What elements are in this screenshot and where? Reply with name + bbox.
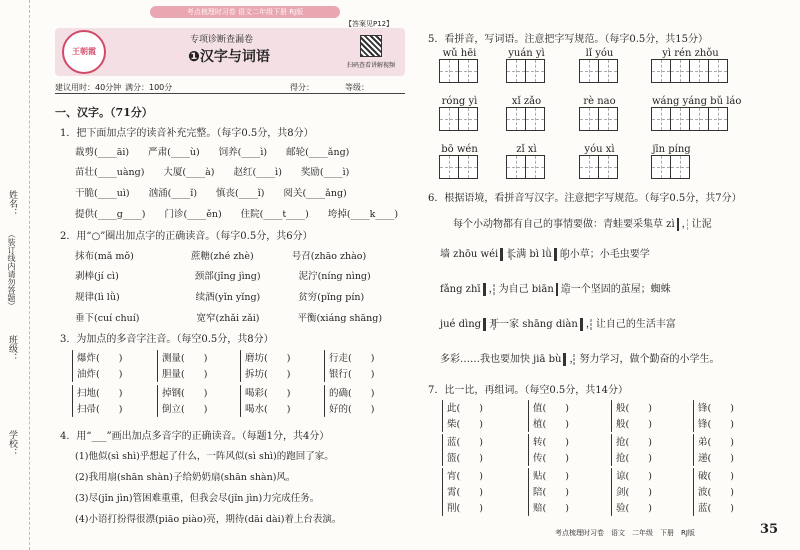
q1-row: 干脆(____uì) 汹涌(____ǐ) 慎丧(____ǐ) 阅关(____ǎng)	[75, 188, 347, 199]
answer-box[interactable]	[506, 155, 526, 179]
divider	[55, 93, 405, 94]
pinyin-label: bō wén	[441, 144, 478, 155]
q7-group-2: 值( ) 植( ) 转( ) 传( ) 贴( ) 陪( ) 赔( )	[533, 403, 569, 514]
pinyin-label: zǐ xì	[516, 144, 537, 155]
qr-caption: 扫码查看讲解视频	[347, 62, 396, 69]
pinyin-label: wǔ hēi	[442, 48, 477, 59]
name-label: 姓名：	[7, 190, 17, 217]
q7-group-4: 锋( ) 锋( ) 弟( ) 递( ) 破( ) 波( ) 蓝( )	[698, 403, 734, 514]
q2-row: 剥棒(jí cì) 颈部(jǐng jìng) 泥泞(níng nìng)	[75, 271, 371, 282]
time-label: 建议用时：40分钟	[55, 83, 122, 92]
q6-line3: fǎng zhī ，为自己 biān 造一个坚固的茧屋；蜘蛛	[440, 284, 671, 295]
pinyin-word-block	[580, 96, 619, 131]
answer-box[interactable]	[708, 107, 728, 131]
pinyin-label: xǐ zǎo	[511, 96, 542, 107]
q3-group-d: 行走( ) 银行( ) 的确( ) 好的( )	[329, 353, 375, 415]
q1-row: 提供(____g____) 门诊(____ěn) 住院(____t____) 垮掉(____k____)	[75, 209, 399, 220]
pinyin-word-block	[652, 48, 729, 83]
section1-title: 一、汉字。（71分）	[55, 106, 153, 119]
pinyin-label: yuán yì	[508, 48, 545, 59]
answer-box[interactable]	[670, 59, 690, 83]
answer-box[interactable]	[598, 155, 618, 179]
q4-title: 4．用“___”画出加点多音字的正确读音。（每题1分，共4分）	[60, 431, 330, 442]
answer-ref: 【答案见P12】	[345, 20, 394, 28]
score-label: 满分：100分	[125, 83, 173, 92]
grade-label: 等级：	[345, 83, 369, 92]
answer-box[interactable]	[439, 107, 459, 131]
q6-line2: 墙 zhōu wéi 长满 bì lǜ 的小草；小毛虫要学	[440, 249, 650, 260]
answer-box[interactable]	[506, 59, 526, 83]
q2-row: 规律(lì lǜ) 续酒(yǐn yǐng) 贫穷(pǐng pín)	[75, 292, 365, 303]
pinyin-word-block	[440, 144, 479, 179]
q6-line1: 每个小动物都有自己的事情要做：青蛙要采集草 zì ，让泥	[453, 219, 712, 230]
answer-box[interactable]	[598, 107, 618, 131]
my-score-label: 得分：	[290, 83, 314, 92]
pinyin-word-block	[507, 144, 546, 179]
answer-box[interactable]	[598, 59, 618, 83]
q4-row: (1)他似(sì shì)乎想起了什么，一阵风似(sì shì)的跑回了家。	[75, 451, 334, 462]
answer-box[interactable]	[689, 59, 709, 83]
answer-box[interactable]	[579, 107, 599, 131]
q6-line5: 多彩……我也要加快 jiā bù ，努力学习，做个勤奋的小学生。	[440, 354, 720, 365]
q2-row: 垂下(cuí chuí) 宽窄(zhǎi zǎi) 平衡(xiáng shāng)	[75, 313, 383, 324]
school-label: 学校：	[7, 430, 17, 457]
q3-title: 3．为加点的多音字注音。（每空0.5分，共8分）	[60, 334, 274, 345]
pinyin-word-block	[440, 96, 479, 131]
pinyin-label: yóu xì	[584, 144, 615, 155]
q3-group-a: 爆炸( ) 油炸( ) 扫地( ) 扫帚( )	[77, 353, 123, 415]
q1-title: 1．把下面加点字的读音补充完整。（每字0.5分，共8分）	[60, 128, 314, 139]
pinyin-label: róng yì	[441, 96, 478, 107]
answer-box[interactable]	[458, 107, 478, 131]
q4-row: (2)我用扇(shān shàn)子给奶奶扇(shān shàn)风。	[75, 472, 296, 483]
q5-title: 5．看拼音，写词语。注意把字写规范。（每字0.5分，共15分）	[428, 34, 708, 45]
q1-row: 苗壮(____uàng) 大厦(____à) 赵红(____ì) 奖励(____ì)	[75, 167, 350, 178]
q3-group-c: 磨坊( ) 拆坊( ) 喝彩( ) 喝水( )	[245, 353, 291, 415]
q7-title: 7．比一比，再组词。（每空0.5分，共14分）	[428, 385, 628, 396]
answer-box[interactable]	[670, 155, 690, 179]
q4-row: (3)尽(jǐn jìn)管困难重重，但我会尽(jǐn jìn)力完成任务。	[75, 493, 320, 504]
answer-box[interactable]	[458, 155, 478, 179]
answer-box[interactable]	[579, 59, 599, 83]
answer-box[interactable]	[670, 107, 690, 131]
q7-group-1: 此( ) 柴( ) 蓝( ) 篮( ) 宵( ) 霄( ) 削( )	[447, 403, 483, 514]
pinyin-label: jīn píng	[652, 144, 691, 155]
answer-box[interactable]	[689, 107, 709, 131]
answer-box[interactable]	[651, 107, 671, 131]
class-label: 班级：	[7, 335, 17, 362]
answer-box[interactable]	[579, 155, 599, 179]
q2-row: 抹布(mǎ mǒ) 蔗糖(zhé zhè) 号召(zhāo zhào)	[75, 251, 367, 262]
banner: 考点梳理时习卷 语文二年级下册 RJ版	[150, 6, 340, 18]
q7-group-3: 般( ) 般( ) 抢( ) 抢( ) 谅( ) 剑( ) 验( )	[616, 403, 652, 514]
answer-box[interactable]	[439, 155, 459, 179]
q1-row: 裁剪(____āi) 严肃(____ù) 饲养(____ì) 邮轮(____ǎng)	[75, 147, 350, 158]
q2-title: 2．用“○”圈出加点字的正确读音。（每字0.5分，共6分）	[60, 231, 313, 242]
page-number: 35	[760, 522, 779, 537]
answer-box[interactable]	[458, 59, 478, 83]
pinyin-word-block	[580, 48, 619, 83]
pinyin-label: rè nao	[583, 96, 616, 107]
pinyin-label: yì rén zhǒu	[662, 48, 719, 59]
pinyin-word-block	[580, 144, 619, 179]
pinyin-word-block	[652, 96, 742, 131]
answer-box[interactable]	[506, 107, 526, 131]
footer-text: 考点梳理时习卷 语文 二年级 下册 RJ版	[555, 529, 695, 537]
answer-box[interactable]	[708, 59, 728, 83]
q6-title: 6．根据语境，看拼音写汉字。注意把字写规范。（每字0.5分，共7分）	[428, 193, 742, 204]
binding-note: （装订线内请勿答题）	[7, 230, 16, 310]
brand-logo: 王朝霞	[62, 30, 106, 74]
pinyin-word-block	[507, 96, 546, 131]
binding-margin	[0, 0, 30, 550]
pinyin-label: wáng yáng bǔ láo	[652, 96, 742, 107]
pinyin-word-block	[507, 48, 546, 83]
q3-group-b: 测量( ) 胆量( ) 掉钢( ) 倒立( )	[162, 353, 208, 415]
header-title: 专项诊断查漏卷	[190, 35, 254, 45]
q4-row: (4)小语打扮得很漂(piāo piào)亮，期待(dāi dài)着上台表演。	[75, 514, 342, 525]
pinyin-word-block	[440, 48, 479, 83]
pinyin-word-block	[652, 144, 691, 179]
answer-box[interactable]	[651, 155, 671, 179]
answer-box[interactable]	[677, 218, 679, 231]
answer-box[interactable]	[525, 59, 545, 83]
q6-line4: jué dìng 开一家 shāng diàn ，让自己的生活丰富	[440, 319, 676, 330]
header-subtitle: ❶汉字与词语	[188, 49, 270, 65]
qr-code-icon[interactable]	[360, 35, 382, 57]
answer-box[interactable]	[525, 107, 545, 131]
answer-box[interactable]	[651, 59, 671, 83]
pinyin-label: lǐ yóu	[585, 48, 614, 59]
answer-box[interactable]	[525, 155, 545, 179]
answer-box[interactable]	[439, 59, 459, 83]
